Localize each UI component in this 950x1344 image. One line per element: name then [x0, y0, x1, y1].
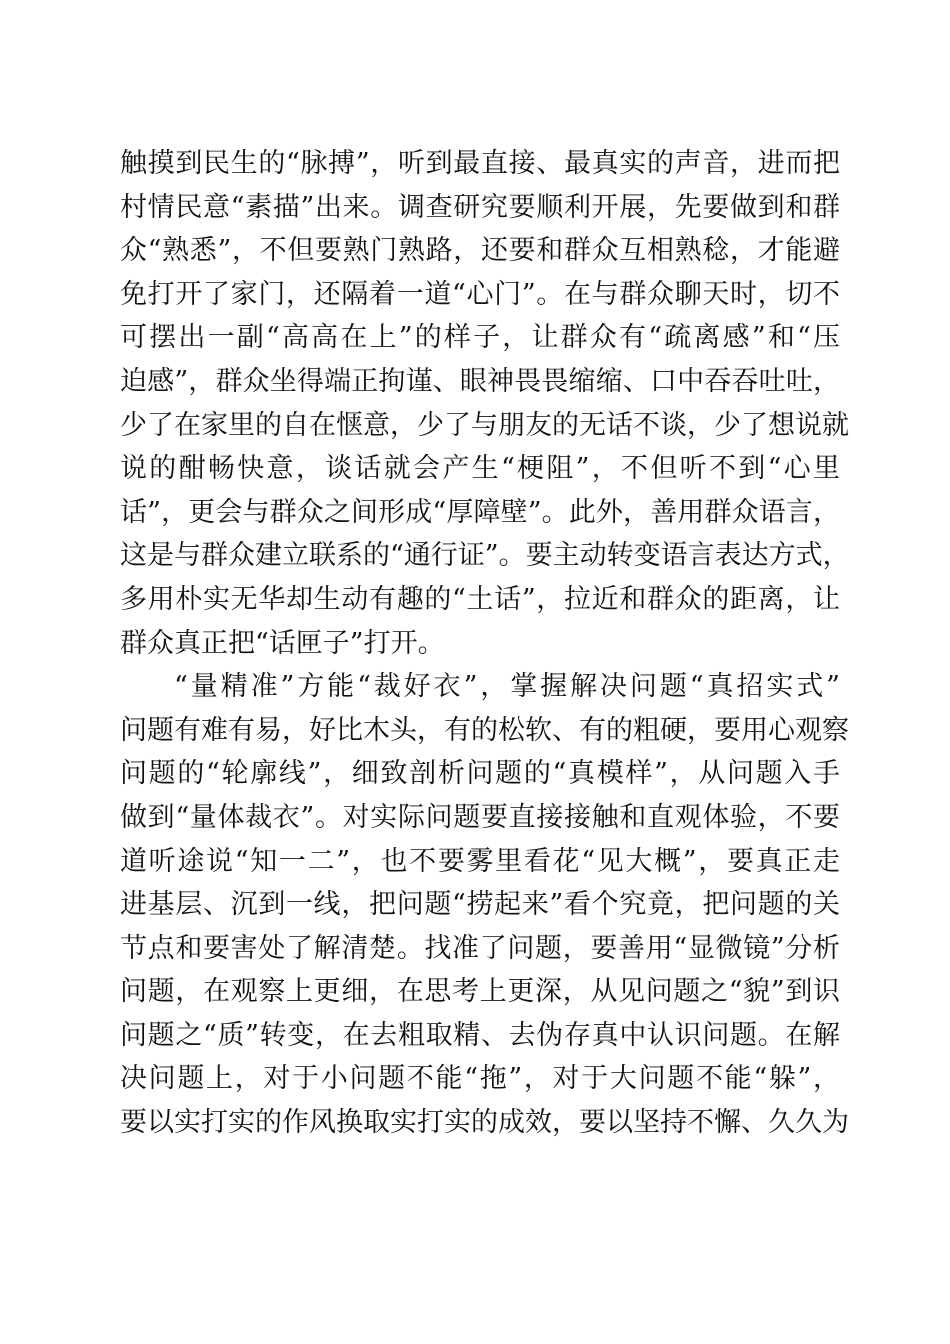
- text-line: 做到“量体裁衣”。对实际问题要直接接触和直观体验，不要: [120, 801, 840, 833]
- text-line: 节点和要害处了解清楚。找准了问题，要善用“显微镜”分析: [120, 932, 840, 964]
- text-line: 问题的“轮廓线”，细致剖析问题的“真模样”，从问题入手: [120, 758, 840, 790]
- text-line: 话”，更会与群众之间形成“厚障壁”。此外，善用群众语言，: [120, 496, 840, 528]
- text-line: 多用朴实无华却生动有趣的“土话”，拉近和群众的距离，让: [120, 583, 840, 615]
- text-line: 这是与群众建立联系的“通行证”。要主动转变语言表达方式，: [120, 540, 850, 572]
- text-line: 迫感”，群众坐得端正拘谨、眼神畏畏缩缩、口中吞吞吐吐，: [120, 365, 840, 397]
- paragraph-1: [120, 143, 850, 665]
- text-line: 问题，在观察上更细，在思考上更深，从见问题之“貌”到识: [120, 976, 840, 1008]
- text-line: 问题有难有易，好比木头，有的松软、有的粗硬，要用心观察: [120, 714, 849, 746]
- text-line: 进基层、沉到一线，把问题“捞起来”看个究竟，把问题的关: [120, 889, 840, 921]
- text-line: 群众真正把“话匣子”打开。: [120, 627, 445, 659]
- text-line: 要以实打实的作风换取实打实的成效，要以坚持不懈、久久为: [120, 1107, 849, 1139]
- text-line: 村情民意“素描”出来。调查研究要顺利开展，先要做到和群: [120, 191, 840, 223]
- text-line: 问题之“质”转变，在去粗取精、去伪存真中认识问题。在解: [120, 1019, 840, 1051]
- text-line: 众“熟悉”，不但要熟门熟路，还要和群众互相熟稔，才能避: [120, 235, 840, 267]
- text-line: 道听途说“知一二”，也不要雾里看花“见大概”，要真正走: [120, 845, 840, 877]
- text-line: 少了在家里的自在惬意，少了与朋友的无话不谈，少了想说就: [120, 409, 849, 441]
- text-line: 说的酣畅快意，谈话就会产生“梗阻”，不但听不到“心里: [120, 453, 840, 485]
- text-line: 决问题上，对于小问题不能“拖”，对于大问题不能“躲”，: [120, 1063, 840, 1095]
- section-heading-line: “量精准”方能“裁好衣”，掌握解决问题“真招实式”: [174, 671, 840, 703]
- text-line: 可摆出一副“高高在上”的样子，让群众有“疏离感”和“压: [120, 322, 840, 354]
- text-line: 触摸到民生的“脉搏”，听到最直接、最真实的声音，进而把: [120, 148, 840, 179]
- paragraph-2: [120, 666, 849, 1144]
- body-text: [120, 143, 850, 1146]
- text-line: 免打开了家门，还隔着一道“心门”。在与群众聊天时，切不: [120, 278, 840, 310]
